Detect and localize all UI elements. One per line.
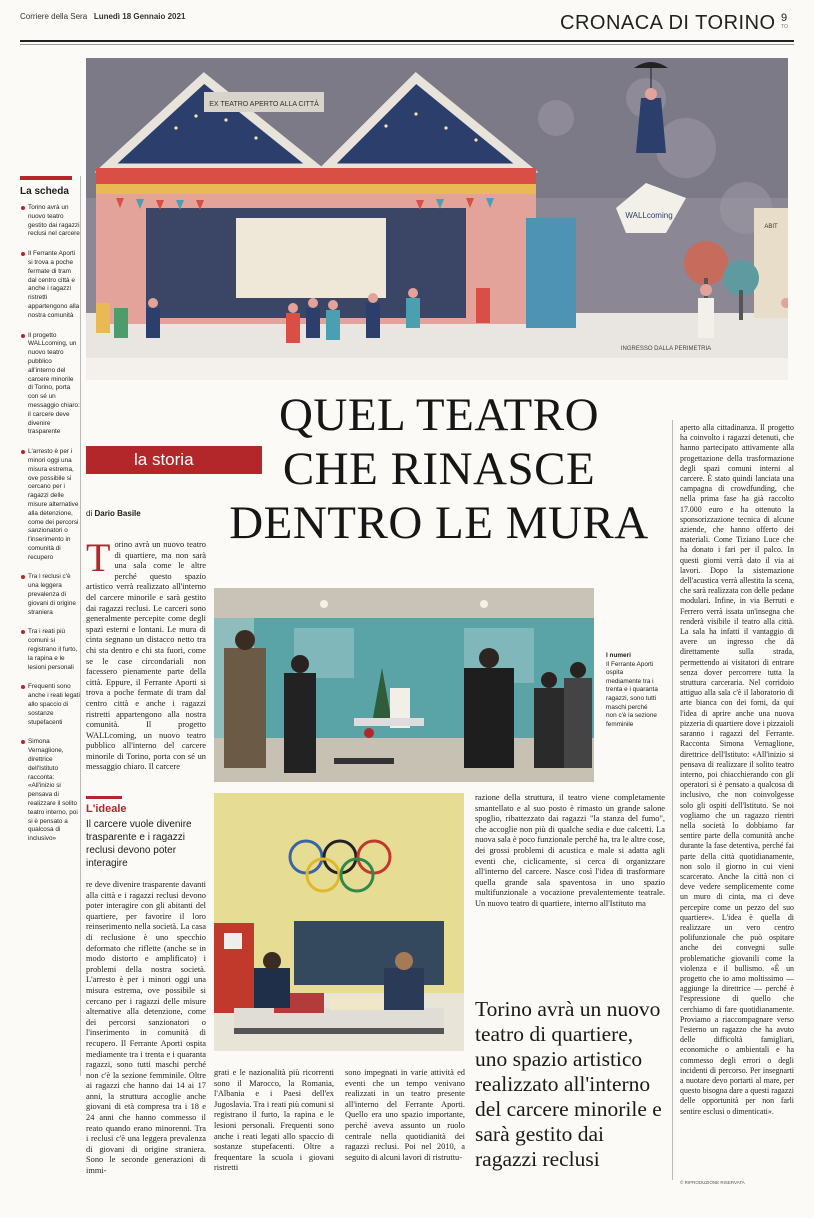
author-name: Dario Basile: [94, 509, 141, 518]
article-col-3-top: razione della struttura, il teatro viene completamente smantellato e al suo posto è rimasto un grande salone spoglio, ribattezzato dai ragazzi "la stanza del fumo", che accoglie non più di qualche sedia e due calcetti. La nuova sala è poco funzionale perché ha, tra le altre cose, dei grossi problemi di acustica e male si adatta agli eventi che, ciclicamente, si cerca di organizzare all'interno del carcere. Nasce così l'idea di trasformare quella grande sala spaventosa in uno spazio multifunzionale a vocazione prevalentemente teatrale. Un nuovo teatro di quartiere, interno all'Istituto ma: [475, 793, 665, 908]
header-rule: [20, 40, 794, 42]
masthead-left: [20, 12, 185, 21]
sidebar-divider: [80, 176, 81, 1076]
article-col-4: aperto alla cittadinanza. Il progetto ha coinvolto i ragazzi detenuti, che hanno partecipato attivamente alla progettazione della trasformazione degli spazi comuni interni al carcere. È stato quindi lanciata una campagna di crowdfunding, che nella prima fase ha già raccolto 17.000 euro e ha ottenuto la sponsorizzazione tecnica di alcune aziende, che hanno offerto dei materiali. Come Tiziano Luce che ha donato i fari per il palco. In questi giorni verrà dato il via ai lavori. Dopo la sistemazione dell'acustica verrà allestita la scena, che sarà realizzata con delle pedane modulari. Infine, in via Berruti e Ferrero verrà issata un'insegna che renderà visibile il teatro alla città. La sala ha infatti il vantaggio di avere un ingresso che dà direttamente sulla strada, permettendo ai visitatori di entrare senza dover percorrere tutta la struttura carceraria. Nel corridoio attiguo alla sala c'è il laboratorio di arte bianca con dei forni, da qui l'idea di aprire anche una nuova pizzeria di quartiere dove i pizzaioli saranno i ragazzi del Ferrante. Racconta Simona Vernaglione, direttrice dell'Istituto: «All'inizio si pensava di realizzare il solito teatro interno, poi chiacchierando con gli operatori si è pensato a qualcosa di inclusivo, che non coinvolgesse solo gli ospiti dell'Istituto. Se noi vogliamo che un ragazzo rientri nella società lo dobbiamo far sentire parte della comunità anche durante la fase detentiva, perché fai parte della città quotidianamente, non solo il giorno in cui vieni scarcerato. Anche la città non ci deve vedere semplicemente come un muro di cinta, ma ci deve percepire come un pezzo del suo quartiere». L'idea è quella di realizzare un vero centro polifunzionale che può ospitare anche dei convegni sulle problematiche giovanili come la violenza e il bullismo. «È un progetto che io amo moltissimo — aggiunge la direttrice — perché è l'espressione di quello che cerchiamo di fare quotidianamente. Proviamo a riaccompagnare verso l'esterno un ragazzo che ha avuto delle difficoltà famigliari, economiche o ambientali e ha commesso degli errori o degli incidenti di percorso. Per insegnarti a nuotare devo portarti al mare, per questo bisogna dare a questi ragazzi delle opportunità per non farli sentire esclusi o dimenticati».: [680, 423, 794, 1116]
sidebar-item: L'arresto è per i minori oggi una misura estrema, ove possibile si cercano per i ragazzi delle misure alternative alla detenzione, come dei percorsi sanzionatori o l'inserimento in comunità di recupero: [20, 448, 80, 562]
headline-line: CHE RINASCE: [282, 443, 596, 495]
photo-prison-hall: [214, 588, 594, 782]
sidebar-item: Il progetto WALLcoming, un nuovo teatro pubblico all'interno del carcere minorile di Torino, porta con sé un messaggio chiaro: il carcere deve divenire trasparente: [20, 332, 80, 438]
sidebar-item: Tra i reati più comuni si registrano il furto, la rapina e le lesioni personali: [20, 628, 80, 672]
sidebar-item: Torino avrà un nuovo teatro gestito dai ragazzi reclusi nel carcere: [20, 204, 80, 239]
wallcoming-sign: WALLcoming: [625, 211, 673, 220]
header-rule-thin: [20, 44, 794, 45]
column-divider: [672, 420, 673, 1180]
caption-label: I numeri: [606, 652, 631, 659]
sidebar-accent: [20, 176, 72, 180]
sidebar-title: La scheda: [20, 186, 69, 197]
article-col-3: sono impegnati in varie attività ed eventi che un tempo venivano realizzati in un teatro presente all'interno del Ferrante Aporti. Quello era uno spazio importante, perché aveva assunto un ruolo centrale nella quotidianità dei ragazzi reclusi. Poi nel 2010, a seguito di alcuni lavori di ristruttu-: [345, 1068, 465, 1162]
sidebar-item: Il Ferrante Aporti si trova a poche fermate di tram dal centro città e anche i ragazzi ristretti appartengono alla nostra comunità: [20, 250, 80, 320]
article-col-1: Torino avrà un nuovo teatro di quartiere, ma non sarà una sala come le altre perché questo spazio artistico verrà realizzato all'interno del carcere minorile e sarà gestito dai ragazzi reclusi. Le carceri sono generalmente percepite come degli spazi esterni e lontani. Le mura di cinta segnano un distacco netto tra chi sta dentro e chi sta fuori, come se le case circondariali non facessero pienamente parte della città. Eppure, il Ferrante Aporti si trova a poche fermate di tram dal centro città e anche i ragazzi ristretti appartengono alla nostra comunità. Il progetto WALLcoming, un nuovo teatro pubblico all'interno del carcere minorile di Torino, porta con sé un messaggio chiaro. Il carcere: [86, 540, 206, 772]
sidebar-item: Simona Vernaglione, direttrice dell'Istituto racconta: «All'inizio si pensava di realizzare il solito teatro interno, poi si è pensato a qualcosa di inclusivo»: [20, 738, 80, 844]
bullet-icon: [21, 685, 25, 689]
photo-caption: I numeri Il Ferrante Aporti ospita mediamente tra i trenta e i quaranta ragazzi, sono tutti maschi perché non c'è la sezione femminile: [606, 652, 658, 728]
theatre-illustration: [86, 58, 788, 380]
newspaper-name: Corriere della Sera: [20, 12, 88, 21]
drop-cap: T: [86, 540, 111, 580]
bottom-sign: INGRESSO DALLA PERIMETRIA: [620, 346, 712, 352]
bullet-icon: [21, 252, 25, 256]
ideal-heading: L'ideale: [86, 803, 127, 815]
headline-line: QUEL TEATRO: [278, 389, 600, 441]
banner-text: EX TEATRO APERTO ALLA CITTÀ: [209, 101, 319, 108]
bullet-icon: [21, 740, 25, 744]
headline: [214, 388, 664, 550]
copyright: © RIPRODUZIONE RISERVATA: [680, 1180, 745, 1185]
pull-quote: Torino avrà un nuovo teatro di quartiere, uno spazio artistico realizzato all'interno del carcere minorile e sarà gestito dai ragazzi reclusi: [475, 997, 662, 1171]
article-col-2: grati e le nazionalità più ricorrenti sono il Marocco, la Romania, l'Albania e i Paesi dell'ex Jugoslavia. Tra i reati più comuni si registrano il furto, la rapina e le lesioni personali. Frequenti sono anche i reati legati allo spaccio di sostanze stupefacenti. Oltre a frequentare la scuola i giovani ristretti: [214, 1068, 334, 1173]
ideal-text: Il carcere vuole divenire trasparente e i ragazzi reclusi devono poter interagire: [86, 819, 192, 869]
bullet-icon: [21, 630, 25, 634]
bullet-icon: [21, 450, 25, 454]
bullet-icon: [21, 334, 25, 338]
page-number: 9 TO: [781, 12, 788, 30]
page-code: TO: [781, 24, 788, 30]
section-title: CRONACA DI TORINO: [560, 12, 776, 34]
story-kicker: la storia: [86, 446, 262, 474]
sidebar-item: Frequenti sono anche i reati legati allo spaccio di sostanze stupefacenti: [20, 683, 80, 727]
sidebar-item: Tra i reclusi c'è una leggera prevalenza di giovani di origine straniera: [20, 573, 80, 617]
bullet-icon: [21, 206, 25, 210]
ideal-accent: [86, 796, 122, 799]
photo-classroom: [214, 793, 464, 1051]
issue-date: Lunedì 18 Gennaio 2021: [93, 12, 186, 21]
side-sign: ABIT: [764, 224, 778, 230]
article-col-1b: re deve divenire trasparente davanti alla città e i ragazzi reclusi devono poter interagire con gli abitanti del quartiere, per favorire il loro reinserimento nella società. La casa di reclusione è uno specchio deformato che riflette (anche se in modo distorto e amplificato) i problemi della nostra società. L'arresto è per i minori oggi una misura estrema, ove possibile si cercano per i ragazzi delle misure alternative alla detenzione, come dei percorsi sanzionatori o l'inserimento in comunità di recupero. Il Ferrante Aporti ospita mediamente tra i trenta e i quaranta ragazzi, sono tutti maschi perché non c'è la sezione femminile. Oltre ai ragazzi che hanno dai 14 ai 17 anni, la struttura accoglie anche giovani di età compresa tra i 18 e 24 anni che hanno commesso il reato quando erano minorenni. Tra i reclusi c'è una leggera prevalenza di giovani di origine straniera. Sono le seconde generazioni di immi-: [86, 880, 206, 1176]
sidebar-list: [20, 204, 80, 855]
headline-line: DENTRO LE MURA: [229, 497, 649, 549]
byline: di Dario Basile: [86, 509, 141, 518]
bullet-icon: [21, 575, 25, 579]
